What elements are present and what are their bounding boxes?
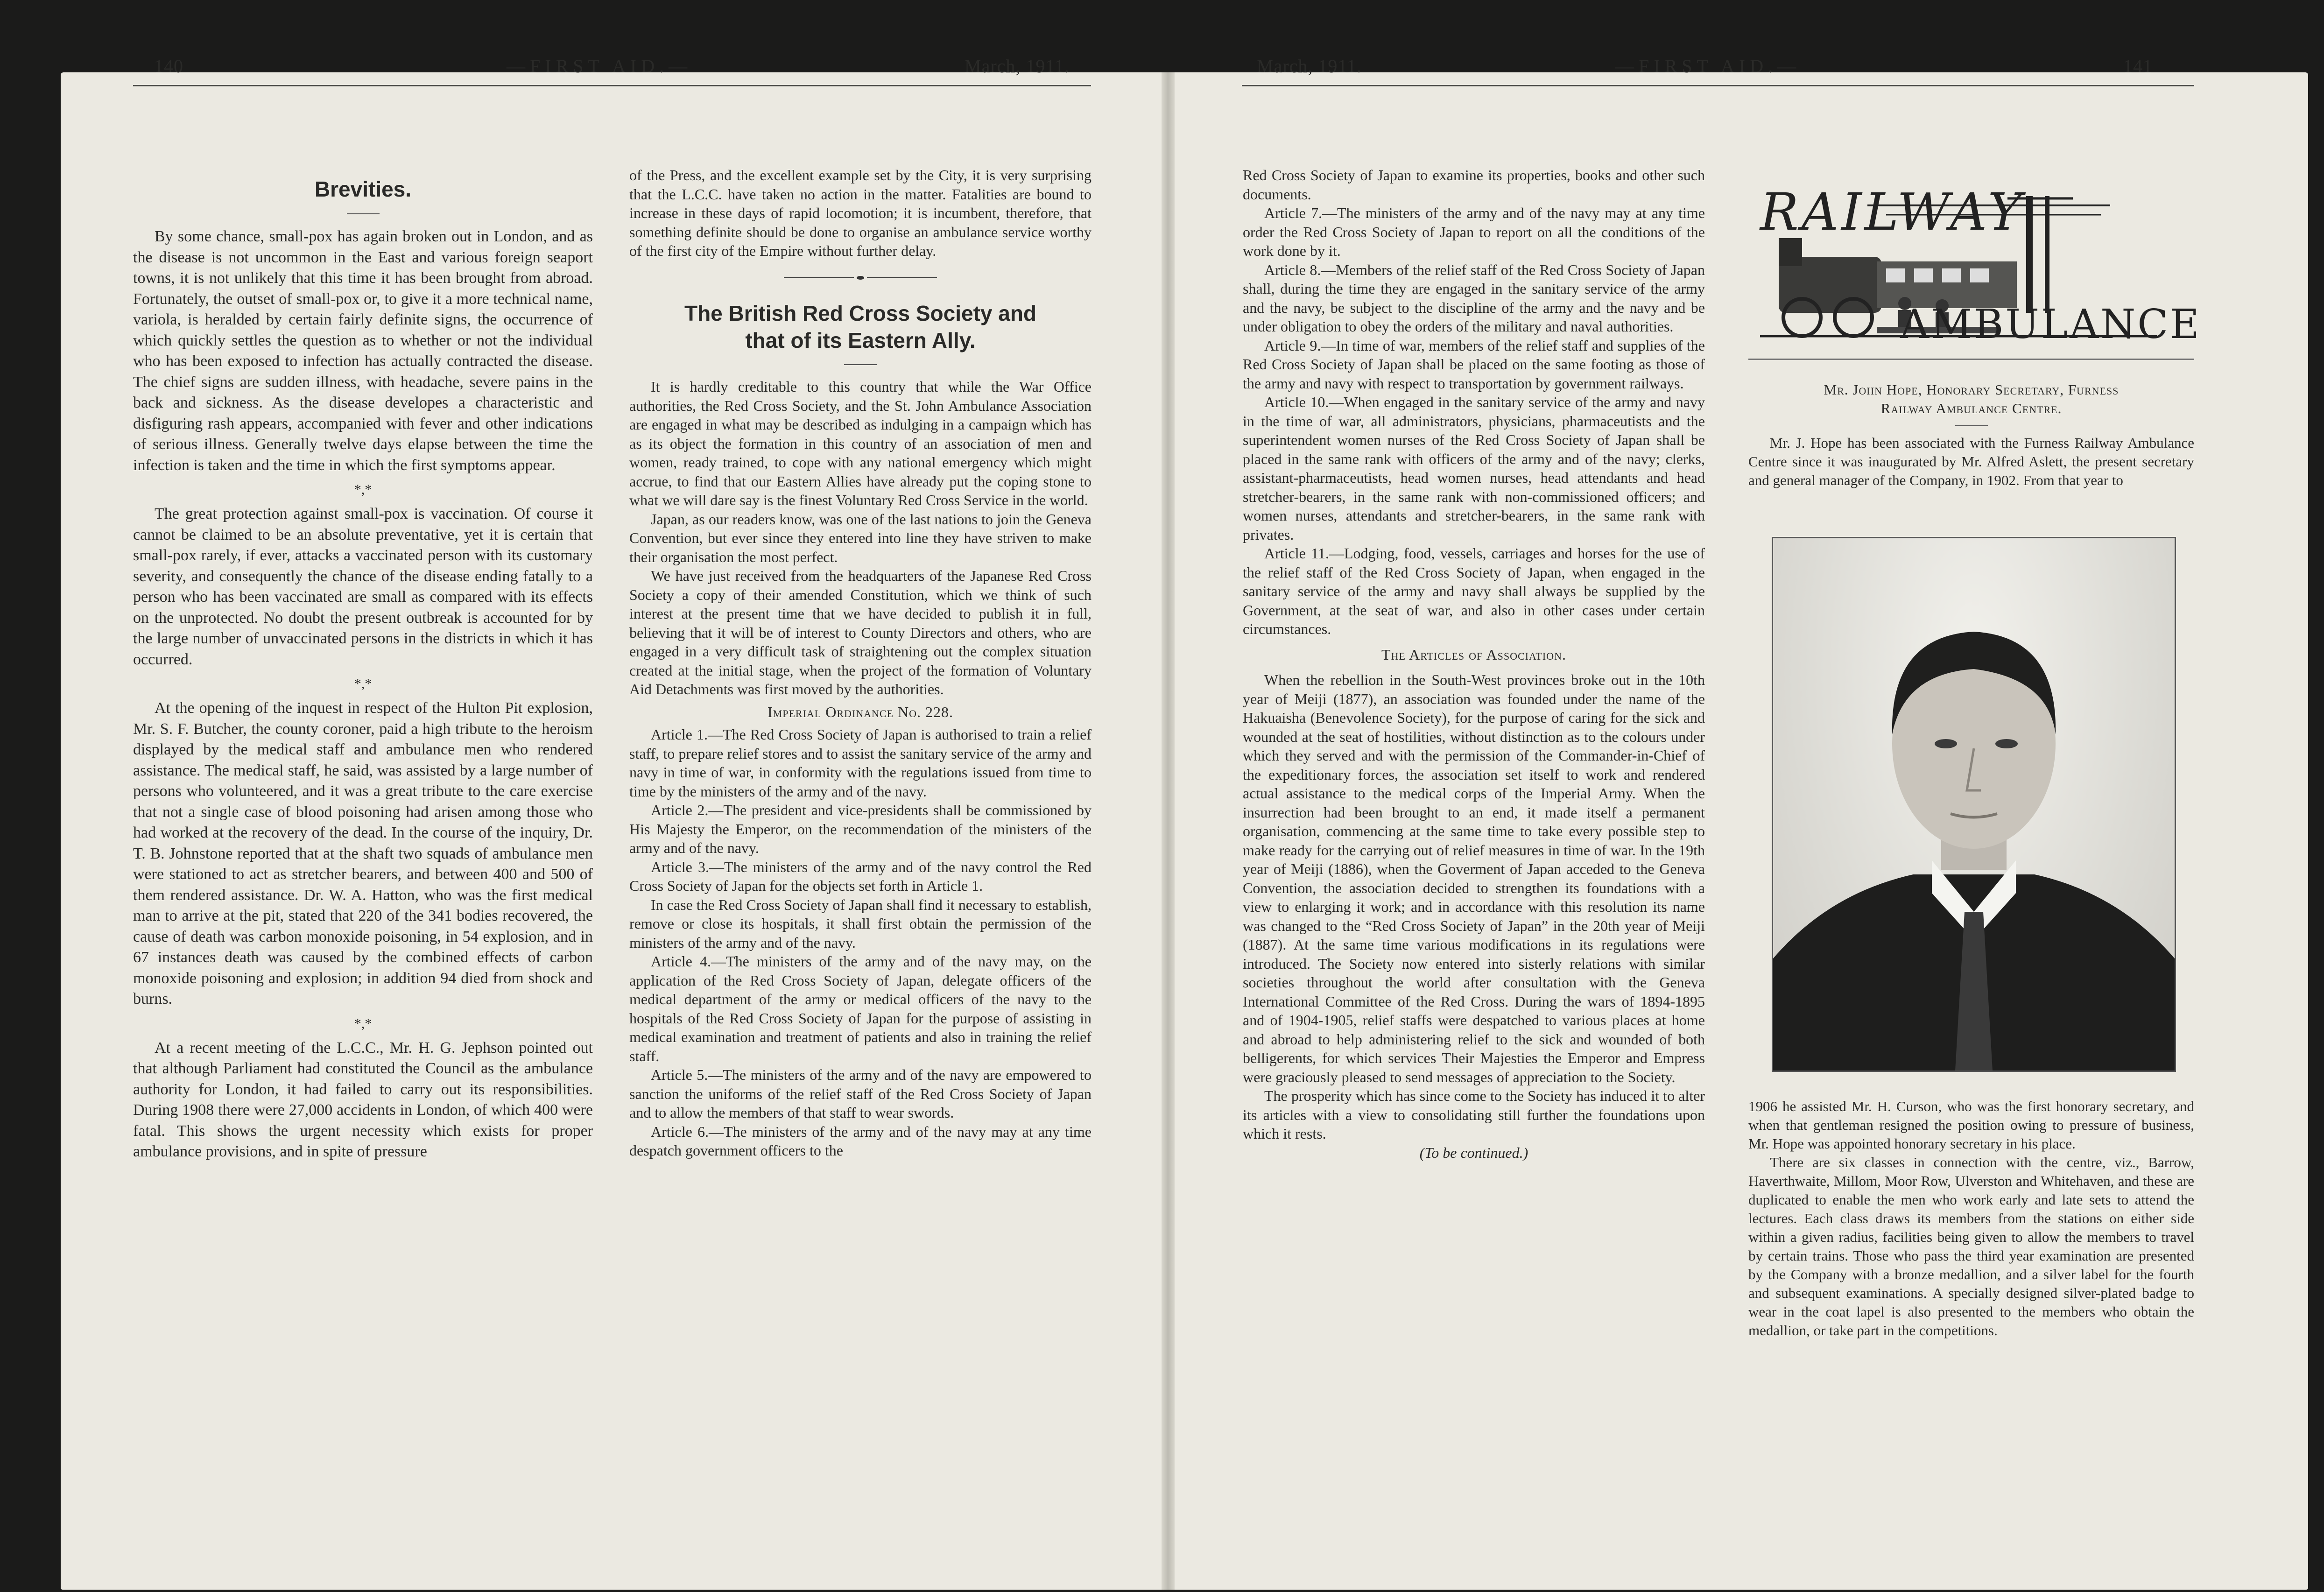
title-rule xyxy=(844,364,877,365)
article-item: Article 3.—The ministers of the army and of the navy control the Red Cross Society of Japan for the objects set forth in Article 1. xyxy=(629,858,1092,894)
article-item: In case the Red Cross Society of Japan shall find it necessary to establish, remove or close its hospitals, it shall first obtain the permission of the ministers of the army and of the navy. xyxy=(629,896,1092,951)
ordinance-heading: Imperial Ordinance No. 228. xyxy=(768,703,953,720)
article-item: Article 2.—The president and vice-presidents shall be commissioned by His Majesty the Emperor, on the recommendation of the ministers of the army and of the navy. xyxy=(629,802,1092,856)
article-paragraph: Japan, as our readers know, was one of the last nations to join the Geneva Convention, but ever since they entered into line they have striven to make their organisation the most perfect. xyxy=(629,510,1092,565)
article-item: Article 6.—The ministers of the army and of the navy may at any time despatch government officers to the xyxy=(629,1123,1092,1159)
article-item: Article 11.—Lodging, food, vessels, carriages and horses for the use of the relief staff of the Red Cross Society of Japan, when engaged in the sanitary service of the army and navy shall always be supplied by the Government, at the seat of war, and also in other cases under certain circumstances. xyxy=(1243,545,1705,637)
brevities-paragraph: At a recent meeting of the L.C.C., Mr. H. G. Jephson pointed out that although Parliament had constituted the Council as the ambulance authority for London, it had failed to carry out its responsibilities. During 1908 there were 27,000 accidents in London, of which 400 were fatal. This shows the urgent necessity which exists for proper ambulance provisions, and in spite of pressure xyxy=(133,1039,593,1160)
profile-column-top xyxy=(1748,380,2194,490)
left-header-rule xyxy=(133,85,1091,86)
logo-ambulance-text: AMBULANCE xyxy=(1900,301,2201,348)
article-item: Article 5.—The ministers of the army and of the navy are empowered to sanction the uniforms of the relief staff of the Red Cross Society of Japan and to allow the members of that staff to wear swords. xyxy=(629,1066,1092,1121)
article-item: Article 7.—The ministers of the army and of the navy may at any time order the Red Cross Society of Japan to report on all the conditions of the work done by it. xyxy=(1243,204,1705,259)
photo-caption-line1: Mr. John Hope, Honorary Secretary, Furness xyxy=(1824,381,2119,398)
article-item: Article 8.—Members of the relief staff of the Red Cross Society of Japan shall, during the time they are engaged in the sanitary service of the army and the navy, be subject to the discipline of the army and the navy and be under obligation to obey the orders of the military and naval authorities. xyxy=(1243,261,1705,335)
article-item: Article 1.—The Red Cross Society of Japan is authorised to train a relief staff, to prepare relief stores and to assist the sanitary service of the army and navy in time of war, in conformity with the regulations issued from time to time by the ministers of the army and of the navy. xyxy=(629,726,1092,800)
logo-rule xyxy=(1748,359,2194,360)
portrait-icon xyxy=(1773,538,2175,1071)
section-ornament xyxy=(629,267,1092,286)
profile-column-bottom xyxy=(1748,1097,2194,1340)
photo-caption-line2: Railway Ambulance Centre. xyxy=(1880,400,2062,416)
right-header-rule xyxy=(1242,85,2194,86)
article-paragraph: We have just received from the headquarters of the Japanese Red Cross Society a copy of their amended Constitution, which we think of such interest at the present time that we have decided to publish it in full, believing that it will be of interest to County Directors and others, who are engaged in a very difficult task of straightening out the complex situation created at the initial stage, when the project of the formation of Voluntary Aid Detachments was first moved by the authorities. xyxy=(629,567,1092,697)
logo-railway-text: RAILWAY xyxy=(1760,182,2025,242)
article-item: Article 4.—The ministers of the army and of the navy may, on the application of the Red Cross Society of Japan, delegate officers of the medical department of the army or medical officers of the navy to the hospitals of the Red Cross Society of Japan for the purpose of assisting in medical examination and treatment of patients and also in training the relief staff. xyxy=(629,953,1092,1064)
profile-paragraph: 1906 he assisted Mr. H. Curson, who was the first honorary secretary, and when that gentleman resigned the position owing to pressure of business, Mr. Hope was appointed honorary secretary in his place. xyxy=(1748,1098,2194,1152)
book-gutter xyxy=(1162,72,1175,1590)
article-item: Article 10.—When engaged in the sanitary service of the army and navy in the time of war, all administrators, physicians, pharmaceutists and the superintendent women nurses of the Red Cross Society of Japan shall be placed in the same rank with officers of the army and of the navy; clerks, assistant-pharmaceutists, head women nurses, head attendants and head stretcher-bearers, in the same rank with non-commissioned officers; and women nurses, attendants and stretcher-bearers, in the same rank with privates. xyxy=(1243,394,1705,543)
articles-column xyxy=(1243,166,1705,1162)
right-running-title: —FIRST AID.— xyxy=(1615,56,1801,77)
to-be-continued: (To be continued.) xyxy=(1419,1144,1528,1161)
dinkus: *,* xyxy=(354,1015,372,1031)
right-page-number: 141 xyxy=(2123,56,2153,77)
brevities-paragraph: By some chance, small-pox has again broken out in London, and as the disease is not uncommon in the East and various foreign seaport towns, it is not unlikely that this time it has been brought from abroad. Fortunately, the outset of small-pox or, to give it a more technical name, variola, is heralded by certain fairly definite signs, the occurrence of which quickly settles the question as to whether or not the individual who has been exposed to infection has actually contracted the disease. The chief signs are sudden illness, with headache, severe pains in the back and sickness. As the disease developes a characteristic and disfiguring rash appears, accompanied with fever and other indications of serious illness. Generally twelve days elapse between the time the infection is taken and the time in which the first symptoms appear. xyxy=(133,228,593,474)
article-paragraph: It is hardly creditable to this country that while the War Office authorities, the Red Cross Society, and the St. John Ambulance Association are engaged in what may be described as indulging in a campaign which has as its object the formation in this country of an association of men and women, ready trained, to cope with any national emergency which might accrue, to find that our Eastern Allies have already put the coping stone to what we will dare say is the finest Voluntary Red Cross Service in the world. xyxy=(629,378,1092,508)
portrait-photo xyxy=(1772,537,2176,1072)
profile-paragraph: There are six classes in connection with the centre, viz., Barrow, Haverthwaite, Millom, Moor Row, Ulverston and Whitehaven, and these are duplicated to enable the men who work early and late sets to attend the lectures. Each class draws its members from the stations on either side within a given radius, facilities being given to allow the members to travel by certain trains. Those who pass the third year examination are presented by the Company with a bronze medallion, and a silver label for the fourth and subsequent examinations. A specially designed silver-plated badge to wear in the coat lapel is also presented to the members who obtain the medallion, or take part in the competitions. xyxy=(1748,1154,2194,1338)
red-cross-title-line2: that of its Eastern Ally. xyxy=(745,328,976,352)
left-header-date: March, 1911. xyxy=(965,56,1070,77)
right-header-date: March, 1911. xyxy=(1257,56,1362,77)
dinkus: *,* xyxy=(354,676,372,691)
brevities-column xyxy=(133,175,593,1162)
left-page-number: 140 xyxy=(154,56,183,77)
association-paragraph: The prosperity which has since come to the Society has induced it to alter its articles with a view to consolidating still further the foundations upon which it rests. xyxy=(1243,1087,1705,1142)
left-running-title: —FIRST AID.— xyxy=(507,56,692,77)
red-cross-column xyxy=(629,166,1092,1160)
brevities-paragraph: The great protection against small-pox is vaccination. Of course it cannot be claimed to be an absolute preventative, yet it is certain that small-pox rarely, if ever, attacks a vaccinated person with its customary severity, and consequently the chance of the disease ending fatally to a person who has been vaccinated are small as compared with its effects on the unprotected. No doubt the present outbreak is accounted for by the large number of unvaccinated persons in the districts in which it has occurred. xyxy=(133,505,593,668)
article-item: Article 9.—In time of war, members of the relief staff and supplies of the Red Cross Society of Japan shall be placed on the same footing as those of the army and navy with respect to transportation by government railways. xyxy=(1243,337,1705,392)
association-paragraph: When the rebellion in the South-West provinces broke out in the 10th year of Meiji (1877), an association was founded under the name of the Hakuaisha (Benevolence Society), for the purpose of caring for the sick and wounded at the seat of hostilities, without distinction as to the colours under which they served and with the permission of the Commander-in-Chief of the expeditionary forces, the association set itself to work and rendered actual assistance to the medical corps of the Imperial Army. When the insurrection had been brought to an end, it made itself a permanent organisation, commencing at the same time to take every possible step to make ready for the carrying out of relief measures in time of war. In the 19th year of Meiji (1886), when the Goverment of Japan acceded to the Geneva Convention, the association decided to strengthen its foundations with a view to enlarging it work; and in accordance with this resolution its name was changed to the “Red Cross Society of Japan” in the 20th year of Meiji (1887). At the same time various modifications in its regulations were introduced. The Society now entered into sisterly relations with similar societies throughout the world after consultation with the Geneva International Committee of the Red Cross. During the wars of 1894-1895 and of 1904-1905, relief staffs were despatched to various places at home and abroad to help administering relief to the sick and wounded of both belligerents, for which services Their Majesties the Emperor and Empress were graciously pleased to send messages of appreciation to the Society. xyxy=(1243,671,1705,1085)
profile-intro: Mr. J. Hope has been associated with the Furness Railway Ambulance Centre since it was inaugurated by Mr. Alfred Aslett, the present secretary and general manager of the Company, in 1902. From that year to xyxy=(1748,435,2194,488)
article-item: Red Cross Society of Japan to examine its properties, books and other such documents. xyxy=(1243,167,1705,203)
brevities-paragraph: At the opening of the inquest in respect of the Hulton Pit explosion, Mr. S. F. Butcher, the county coroner, paid a high tribute to the heroism displayed by the medical staff and ambulance men who rendered assistance. The medical staff, he said, was assisted by a large number of persons who volunteered, and it was a great tribute to the care exercise that not a single case of blood poisoning had arisen among those who had worked at the recovery of the dead. In the course of the inquiry, Dr. T. B. Johnstone reported that at the shaft two squads of ambulance men were stationed to act as stretcher bearers, and between 400 and 500 of them rendered assistance. Dr. W. A. Hatton, who was the first medical man to arrive at the pit, stated that 220 of the 341 bodies recovered, the cause of death was carbon monoxide poisoning, in 54 explosion, and in 67 instances death was caused by the combined effects of carbon monoxide poisoning and explosion; in addition 94 died from shock and burns. xyxy=(133,699,593,1007)
title-rule xyxy=(347,213,380,214)
caption-rule xyxy=(1955,425,1988,426)
red-cross-title-line1: The British Red Cross Society and xyxy=(684,301,1037,325)
brevities-title: Brevities. xyxy=(314,177,412,201)
railway-ambulance-logo xyxy=(1746,177,2201,350)
dinkus: *,* xyxy=(354,482,372,497)
continuation-paragraph: of the Press, and the excellent example set by the City, it is very surprising that the L.C.C. have taken no action in the matter. Fatalities are bound to increase in these days of rapid locomotion; it is incumbent, therefore, that something definite should be done to organise an ambulance service worthy of the first city of the Empire without further delay. xyxy=(629,167,1092,259)
articles-of-association-heading: The Articles of Association. xyxy=(1381,646,1566,663)
